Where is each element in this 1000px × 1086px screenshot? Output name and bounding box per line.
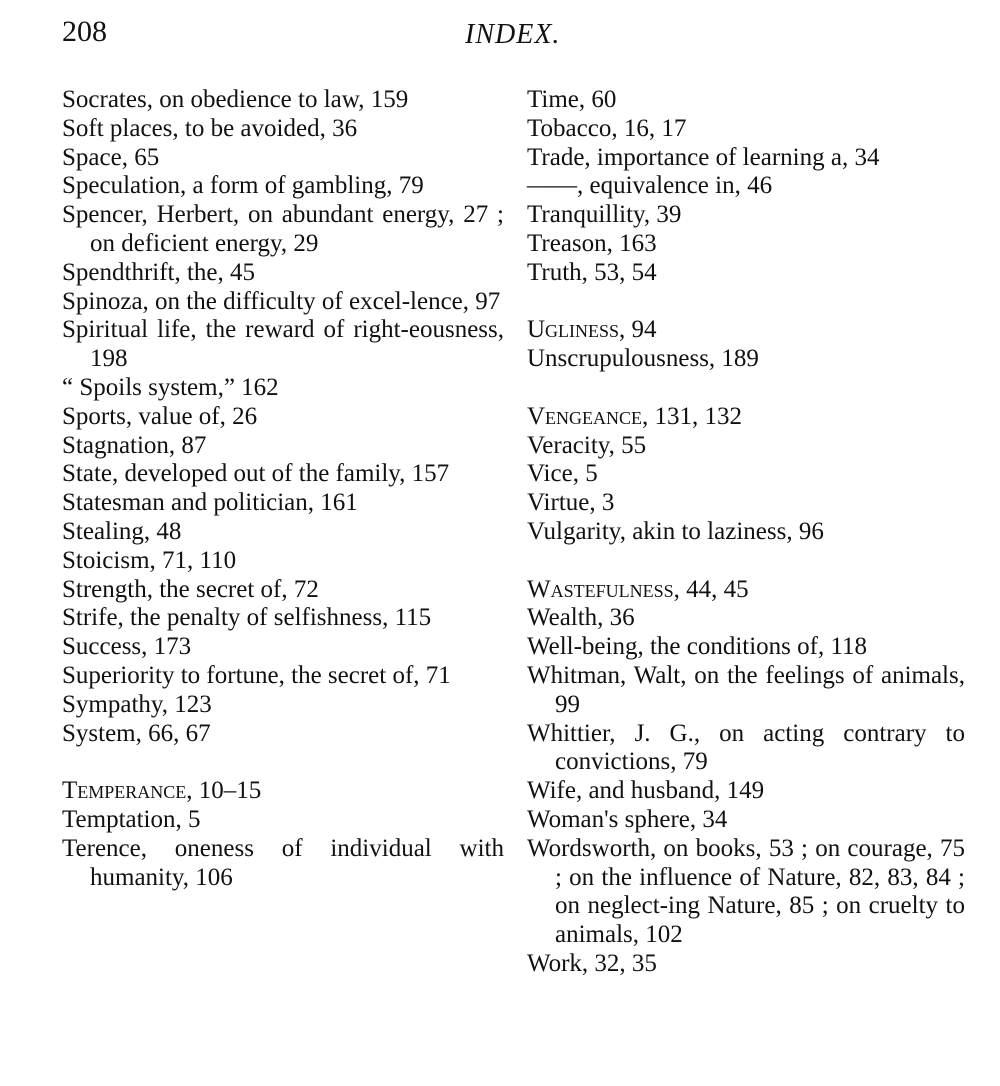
index-entry: Whittier, J. G., on acting contrary to convictions, 79 [527,719,965,776]
index-entry: Wife, and husband, 149 [527,777,765,805]
index-entry: Wordsworth, on books, 53 ; on courage, 75 ; on the influence of Nature, 82, 83, 84 ; on neglect-ing Nature, 85 ; on cruelty to animals, 102 [527,834,965,949]
index-entry: Tranquillity, 39 [527,201,682,229]
index-entry: Woman's sphere, 34 [527,805,728,833]
index-entry: Vulgarity, akin to laziness, 96 [527,517,824,545]
index-entry: Vengeance, 131, 132 [527,402,743,430]
index-entry: Ugliness, 94 [527,316,657,344]
index-entry: Wastefulness, 44, 45 [527,575,749,603]
index-entry: Terence, oneness of individual with humanity, 106 [62,834,504,891]
index-entry: Stealing, 48 [62,517,182,545]
index-column-right [527,86,965,979]
letter-gap [527,547,965,576]
index-entry: Unscrupulousness, 189 [527,345,759,373]
index-entry: Wealth, 36 [527,604,635,632]
index-entry: Statesman and politician, 161 [62,489,358,517]
index-entry: Sympathy, 123 [62,690,212,718]
index-entry: Sports, value of, 26 [62,402,258,430]
index-entry: Space, 65 [62,143,160,171]
index-entry: Strife, the penalty of selfishness, 115 [62,604,432,632]
letter-gap [527,288,965,317]
index-entry: Spiritual life, the reward of right-eousness, 198 [62,316,504,373]
index-entry: Spinoza, on the difficulty of excel-lence, 97 [62,287,501,315]
index-entry: Vice, 5 [527,460,598,488]
index-entry: Veracity, 55 [527,431,647,459]
index-entry: Work, 32, 35 [527,949,657,977]
index-entry: Whitman, Walt, on the feelings of animals, 99 [527,661,965,718]
index-entry: Success, 173 [62,633,192,661]
index-entry: Time, 60 [527,86,617,113]
index-entry: Socrates, on obedience to law, 159 [62,86,409,113]
index-entry: Temptation, 5 [62,805,201,833]
index-entry: Tobacco, 16, 17 [527,114,687,142]
index-entry: Stagnation, 87 [62,431,207,459]
index-entry: Well-being, the conditions of, 118 [527,633,868,661]
index-entry: Temperance, 10–15 [62,777,262,805]
index-entry: Virtue, 3 [527,489,615,517]
index-entry: ——, equivalence in, 46 [527,172,773,200]
index-entry: Strength, the secret of, 72 [62,575,319,603]
index-entry: Treason, 163 [527,229,657,257]
index-entry: Speculation, a form of gambling, 79 [62,172,424,200]
index-entry: Spendthrift, the, 45 [62,258,256,286]
running-head: INDEX. [465,19,561,50]
index-entry: Superiority to fortune, the secret of, 71 [62,661,451,689]
index-column-left [62,86,504,892]
index-entry: Stoicism, 71, 110 [62,546,237,574]
index-entry: Truth, 53, 54 [527,258,657,286]
index-entry: System, 66, 67 [62,719,211,747]
page-number: 208 [62,15,107,48]
index-entry: “ Spoils system,” 162 [62,373,279,401]
index-entry: State, developed out of the family, 157 [62,460,450,488]
index-entry: Soft places, to be avoided, 36 [62,114,358,142]
letter-gap [62,748,504,777]
index-entry: Trade, importance of learning a, 34 [527,143,880,171]
index-entry: Spencer, Herbert, on abundant energy, 27 ; on deficient energy, 29 [62,201,504,257]
letter-gap [527,374,965,403]
